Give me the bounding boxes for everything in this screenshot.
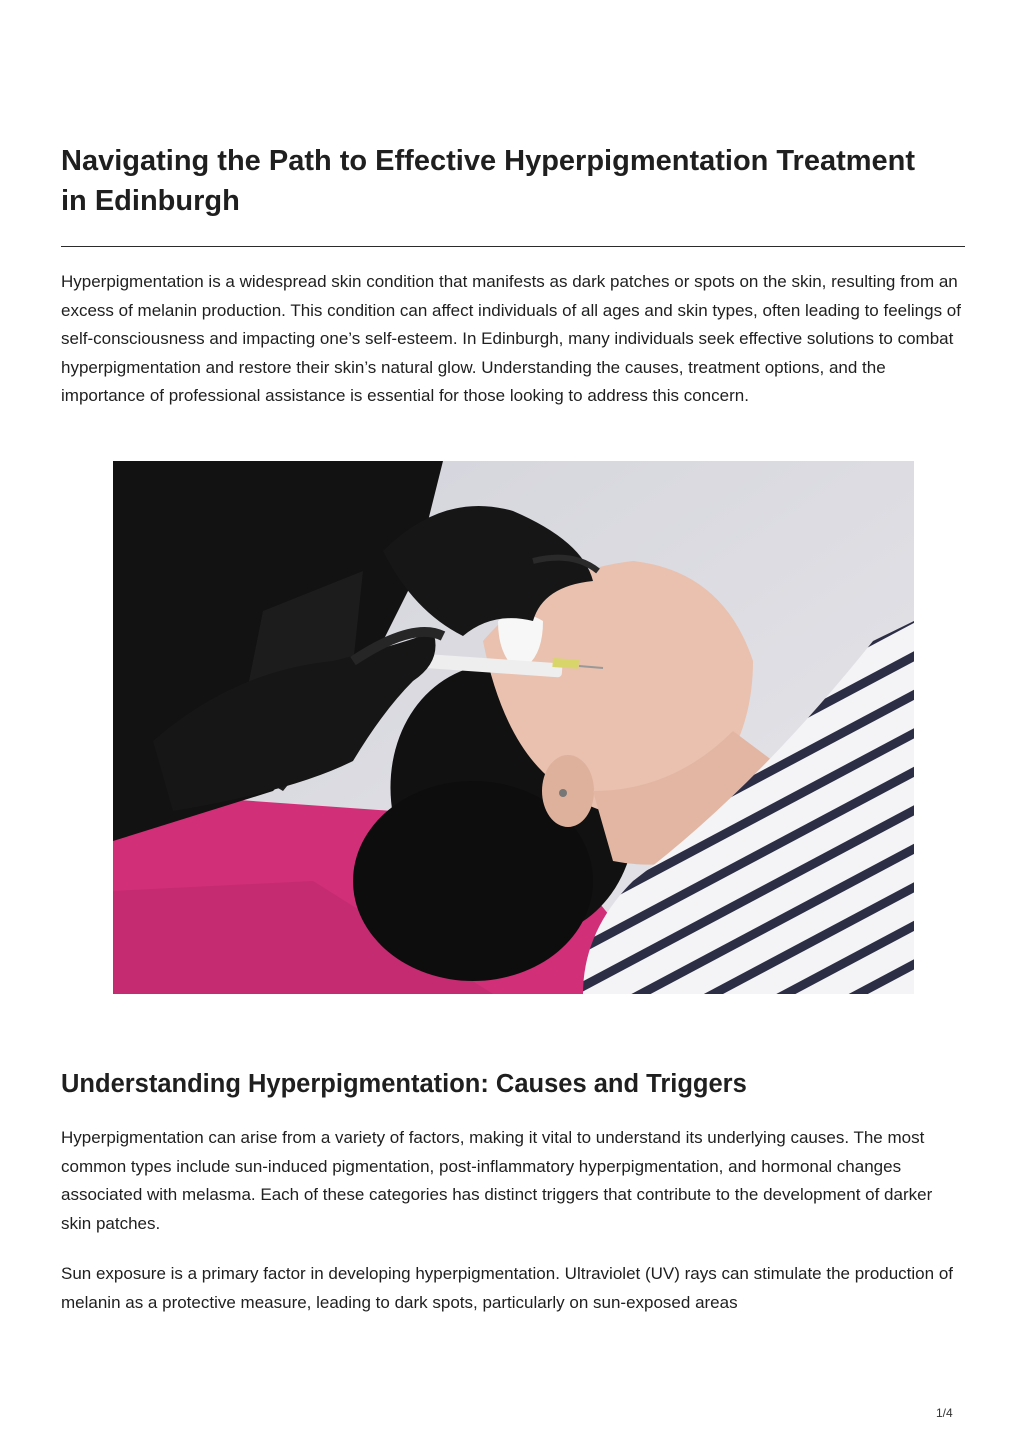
- intro-paragraph: Hyperpigmentation is a widespread skin condition that manifests as dark patches or spots on the skin, resulting from an excess of melanin production. This condition can affect individuals of all ages and skin types, often leading to feelings of self-consciousness and impacting one’s self-esteem. In Edinburgh, many individuals seek effective solutions to combat hyperpigmentation and restore their skin’s natural glow. Understanding the causes, treatment options, and the importance of professional assistance is essential for those looking to address this concern.: [61, 272, 961, 406]
- causes-paragraph-2: Sun exposure is a primary factor in developing hyperpigmentation. Ultraviolet (UV) rays can stimulate the production of melanin as a protective measure, leading to dark spots, particularly on sun-exposed areas: [61, 1264, 953, 1312]
- section-heading-causes: Understanding Hyperpigmentation: Causes and Triggers: [61, 1070, 747, 1098]
- treatment-photo-illustration: [113, 461, 914, 994]
- title-divider: [61, 246, 965, 247]
- treatment-photo: [113, 461, 914, 994]
- page-number: 1/4: [936, 1406, 953, 1420]
- document-title: Navigating the Path to Effective Hyperpigmentation Treatment in Edinburgh: [61, 145, 916, 217]
- causes-paragraph-1: Hyperpigmentation can arise from a variety of factors, making it vital to understand its underlying causes. The most common types include sun-induced pigmentation, post-inflammatory hyperpigmentation, and hormonal changes associated with melasma. Each of these categories has distinct triggers that contribute to the development of darker skin patches.: [61, 1128, 933, 1233]
